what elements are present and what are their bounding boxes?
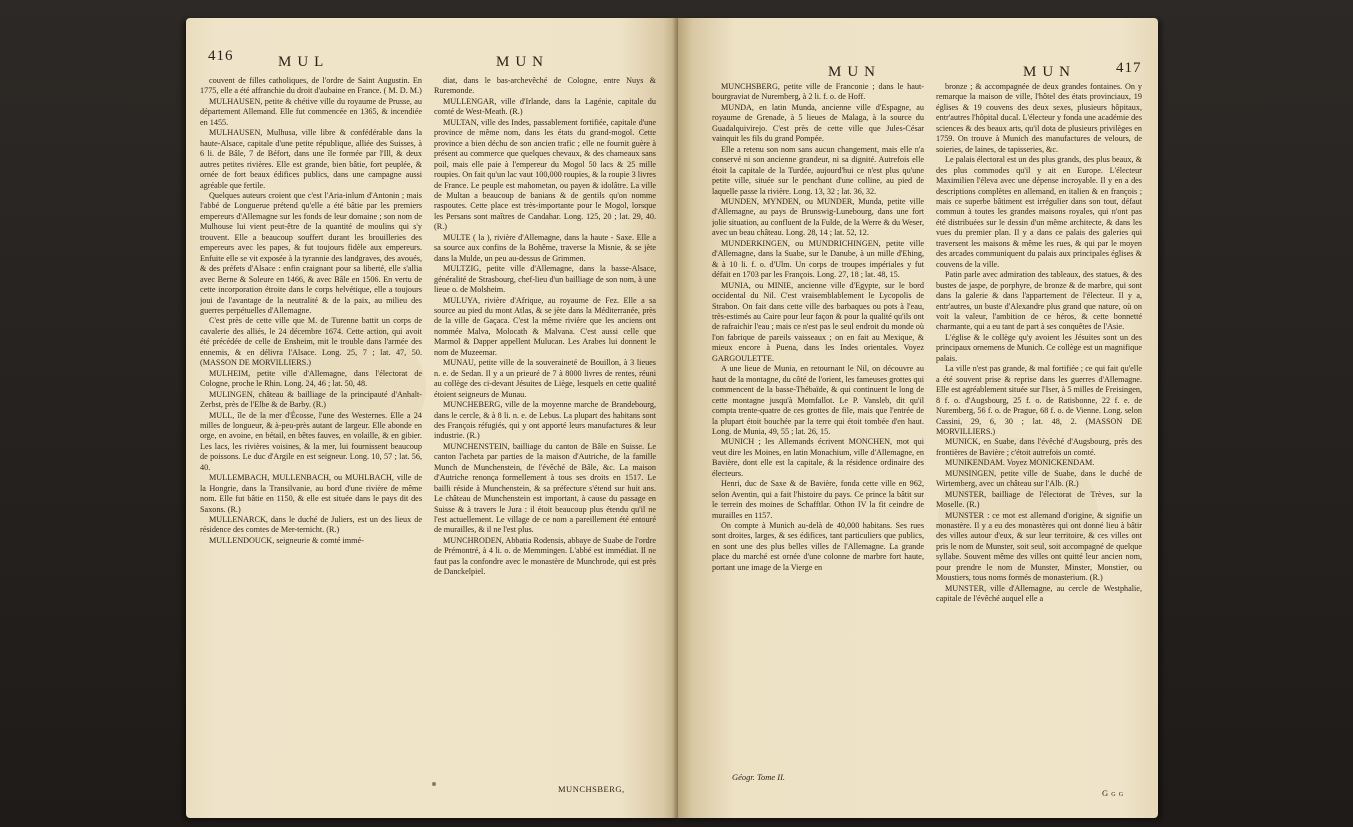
page-dot [432, 782, 436, 786]
paragraph: Le palais électoral est un des plus grands, des plus beaux, & des plus commodes qu'il y ait en Europe. L'électeur Maximilien l'éleva avec une dépense incroyable. Il y en a des descriptions complètes en allemand, en italien & en françois ; mais ce superbe bâtiment est irrégulier dans son tout, défaut commun à toutes les grandes maisons royales, qui n'ont pas été distribuées sur le dessin d'un même architecte, & dans les vues du premier plan. Il y a dans ce palais des galeries qui traversent les maisons & même les rues, & qui par le moyen des arcades communiquent du palais aux principales églises & couvens de la ville. [936, 155, 1142, 269]
running-header-right: MUN [1023, 64, 1077, 80]
paragraph: La ville n'est pas grande, & mal fortifiée ; ce qui fait qu'elle a été souvent prise & reprise dans les guerres d'Allemagne. Elle est agréablement située sur l'Iser, à 5 milles de Freisingen, 8 f. o. d'Augsbourg, 25 f. o. de Ratisbonne, 22 f. e. de Nuremberg, 56 f. o. de Prague, 68 f. o. de Vienne. Long. selon Cassini, 29, 6, 30 ; lat. 48, 2. (MASSON DE MORVILLIERS.) [936, 364, 1142, 436]
paragraph: MUNIA, ou MINIE, ancienne ville d'Egypte, sur le bord occidental du Nil. C'est vraisemblablement le Lycopolis de Strabon. On fait dans cette ville des barbaques ou pots à l'eau, très-estimés au Caire pour leur façon & pour la qualité qu'ils ont de rafraichir l'eau ; mais ce n'est pas le seul endroit du monde où l'on fabrique de pareils vaisseaux ; on en fait au Mexique, & mieux encore à Puena, dans les Indes orientales. Voyez GARGOULETTE. [712, 280, 924, 363]
paragraph: MULHAUSEN, Mulhusa, ville libre & confédérable dans la haute-Alsace, capitale d'une petite république, alliée des Suisses, à 6 li. de Bâle, 7 de Béfort, dans une île formée par l'Ill, & deux autres petites rivières. Elle est grande, bien bâtie, fort peuplée, & ornée de fort beaux édifices publics, dans une campagne aussi agréable que fertile. [200, 128, 422, 190]
paragraph: MUNSTER : ce mot est allemand d'origine, & signifie un monastère. Il y a eu des monastères qui ont donné lieu à bâtir des villes autour d'eux, & sur leur territoire, & ces villes ont pris le nom de Munster, soit seul, soit accompagné de quelque syllabe. Souvent même des villes ont quitté leur ancien nom, pour prendre le nom de Munster, Minster, Monstier, ou Moustiers, tous noms formés de monasterium. (R.) [936, 510, 1142, 583]
paragraph: Quelques auteurs croient que c'est l'Aria-inlum d'Antonin ; mais l'abbé de Longuerue prétend qu'elle a été bâtie par les premiers empereurs d'Allemagne sur les fonds de leur domaine ; son nom de Mulhouse lui vient peut-être de la quantité de moulins qui s'y trouvent. Elle a beaucoup souffert durant les brouilleries des empereurs avec les papes, & fut toujours fidèle aux empereurs. Enfuite elle se vit exposée à la tyrannie des landgraves, des avoués, & des préfets d'Alsace : enfin craignant pour sa liberté, elle s'allia avec Berne & Soleure en 1466, & avec Bâle en 1506. En vertu de cette incorporation étroite dans le corps helvétique, elle a toujours joui de l'avantage de la neutralité & de la paix, au milieu des guerres perpétuelles d'Allemagne. [200, 190, 422, 315]
signature-mark: G g g [1102, 788, 1124, 798]
paragraph: On compte à Munich au-delà de 40,000 habitans. Ses rues sont droites, larges, & ses édifices, tant particuliers que publics, en sont une des plus belles villes de l'Allemagne. La grande place du marché est ornée d'une colonne de marbre fort haute, portant une image de la Vierge en [712, 521, 924, 572]
paragraph: MULTE ( la ), rivière d'Allemagne, dans la haute - Saxe. Elle a sa source aux confins de la Bohême, traverse la Misnie, & se jète dans la Mulde, un peu au-dessus de Grimmen. [434, 232, 656, 263]
paragraph: bronze ; & accompagnée de deux grandes fontaines. On y remarque la maison de ville, l'hôtel des états provinciaux, 19 églises & 19 couvens des deux sexes, plusieurs hôpitaux, entr'autres l'hôpital ducal. L'électeur y fonda une académie des sciences & des beaux arts, qu'il dota de plusieurs privilèges en 1759. On trouve à Munich des manufactures de velours, de soieries, de laines, de tapisseries, &c. [936, 82, 1142, 154]
running-header-left: MUN [828, 64, 882, 80]
catchword: MUNCHSBERG, [558, 784, 625, 794]
paragraph: MULLENGAR, ville d'Irlande, dans la Lagénie, capitale du comté de West-Meath. (R.) [434, 96, 656, 117]
paragraph: MUNDEN, MYNDEN, ou MUNDER, Munda, petite ville d'Allemagne, au pays de Brunswig-Lunebourg, dans une fort jolie situation, au confluent de la Fulde, de la Werre & du Weser, avec un beau château. Long. 28, 14 ; lat. 52, 12. [712, 196, 924, 238]
paragraph: A une lieue de Munia, en retournant le Nil, on découvre au haut de la montagne, du côté de l'orient, les fameuses grottes qui commencent de la basse-Thébaïde, & qui continuent le long de cette montagne jusqu'à Momfallot. Le P. Vansleb, dit qu'il compta trente-quatre de ces grottes de file, mais que l'entrée de la plupart étoit bouchée par la terre qui étoit tombée d'en haut. Long. de Munia, 49, 55 ; lat. 26, 15. [712, 364, 924, 436]
left-column-2 [434, 76, 656, 796]
paragraph: MUNICH ; les Allemands écrivent MONCHEN, mot qui veut dire les Moines, en latin Monachium, ville d'Allemagne, en Bavière, dont elle est la capitale, & la résidence ordinaire des électeurs. [712, 437, 924, 478]
paragraph: MULUYA, rivière d'Afrique, au royaume de Fez. Elle a sa source au pied du mont Atlas, & se jète dans la Méditerranée, près de la ville de Gaçaca. C'est la même rivière que les anciens ont nommée Malva, Molocath & Malvana. C'est aussi celle que Marmol & Dapper appellent Mulucan. Les Arabes lui donnent le nom de Muzeemar. [434, 295, 656, 357]
paragraph: MUNCHEBERG, ville de la moyenne marche de Brandebourg, dans le cercle, & à 8 li. n. e. de Lebus. La plupart des habitans sont des François réfugiés, qui y ont apporté leurs manufactures & leur industrie. (R.) [434, 400, 656, 441]
paragraph: MUNSTER, ville d'Allemagne, au cercle de Westphalie, capitale de l'évêché auquel elle a [936, 583, 1142, 604]
paragraph: C'est près de cette ville que M. de Turenne battit un corps de cavalerie des alliés, le 24 décembre 1674. Cette action, qui avoit été précédée de celle de Ensheim, mit le trouble dans l'armée des ennemis, & en délivra l'Alsace. Long. 25, 7 ; lat. 47, 50. (MASSON DE MORVILLIERS.) [200, 316, 422, 368]
paragraph: MUNCHRODEN, Abbatia Rodensis, abbaye de Suabe de l'ordre de Prémontré, à 4 li. o. de Memmingen. L'abbé est immédiat. Il ne faut pas la confondre avec le monastère de Munchrode, qui est près de Danckelpiel. [434, 535, 656, 577]
paragraph: couvent de filles catholiques, de l'ordre de Saint Augustin. En 1775, elle a été affranchie du droit d'aubaine en France. ( M. D. M.) [200, 76, 422, 96]
right-column-1 [712, 82, 924, 776]
paragraph: MULINGEN, château & bailliage de la principauté d'Anhalt-Zerbst, près de l'Elbe & de Barby. (R.) [200, 389, 422, 410]
paragraph: L'église & le collège qu'y avoient les Jésuites sont un des principaux ornemens de Munich. Ce collège est un magnifique palais. [936, 332, 1142, 363]
left-column-1 [200, 76, 422, 796]
page-number: 416 [208, 48, 234, 64]
paragraph: MUNDA, en latin Munda, ancienne ville d'Espagne, au royaume de Grenade, à 5 lieues de Malaga, à la source du Guadalquivirejo. C'est près de cette ville que Jules-César vainquit les fils du grand Pompée. [712, 102, 924, 144]
paragraph: MUNCHSBERG, petite ville de Franconie ; dans le haut-bourgraviat de Nuremberg, à 2 li. f. o. de Hoff. [712, 82, 924, 102]
paragraph: MUNDERKINGEN, ou MUNDRICHINGEN, petite ville d'Allemagne, dans la Suabe, sur le Danube, à un mille d'Ehing, & à 10 li. f. o. d'Ulm. Un corps de troupes impériales y fut défait en 1703 par les François. Long. 27, 18 ; lat. 48, 15. [712, 238, 924, 280]
paragraph: MUNICK, en Suabe, dans l'évêché d'Augsbourg, près des frontières de Bavière ; c'étoit autrefois un comté. [936, 437, 1142, 457]
paragraph: MULHEIM, petite ville d'Allemagne, dans l'électorat de Cologne, proche le Rhin. Long. 24, 46 ; lat. 50, 48. [200, 368, 422, 389]
running-header-right: MUN [496, 54, 550, 70]
paragraph: diat, dans le bas-archevêché de Cologne, entre Nuys & Ruremonde. [434, 76, 656, 96]
page-number: 417 [1116, 60, 1142, 76]
paragraph: MUNSINGEN, petite ville de Suabe, dans le duché de Wirtemberg, avec un château sur l'Alb. (R.) [936, 468, 1142, 489]
paragraph: Henri, duc de Saxe & de Bavière, fonda cette ville en 962, selon Aventin, qui a fait l'histoire du pays. Ce prince la bâtit sur le terrein des moines de Schafftlar. Othon IV la fit ceindre de murailles en 1157. [712, 479, 924, 520]
paragraph: MULHAUSEN, petite & chétive ville du royaume de Prusse, au département Allemand. Elle fut commencée en 1365, & incendiée en 1455. [200, 96, 422, 127]
right-column-2 [936, 82, 1142, 782]
paragraph: MULLENARCK, dans le duché de Juliers, est un des lieux de résidence des comtes de Mer-ternicht. (R.) [200, 515, 422, 535]
paragraph: MUNSTER, bailliage de l'électorat de Trèves, sur la Moselle. (R.) [936, 489, 1142, 510]
paragraph: MULLEMBACH, MULLENBACH, ou MUHLBACH, ville de la Hongrie, dans la Transilvanie, au bord d'une rivière de même nom. Elle fut bâtie en 1150, & elle est située dans le pays dit des Saxons. (R.) [200, 473, 422, 514]
paragraph: MULL, île de la mer d'Écosse, l'une des Westernes. Elle a 24 milles de longueur, & à-peu-près autant de largeur. Elle abonde en orge, en avoine, en bétail, en bêtes fauves, en volaille, & en gibier. Les lacs, les rivières voisines, & la mer, lui fournissent beaucoup de poissons. Le duc d'Argile en est seigneur. Long. 10, 57 ; lat. 56, 40. [200, 410, 422, 472]
signature-line: Géogr. Tome II. [732, 772, 786, 782]
paragraph: MULTAN, ville des Indes, passablement fortifiée, capitale d'une province de même nom, dans les états du grand-mogol. Cette province a bien déchu de son ancien trafic ; elle ne fournit guère à présent au commerce que quelques chevaux, & des chameaux sans poil, mais elle paie à l'empereur du Mogol 50 lacs & 25 mille roupies. On fait qu'un lac vaut 100,000 roupies, & la roupie 3 livres de France. Le peuple est mahometan, ou payen & idolâtre. La ville de Multan a beaucoup de banians & de gentils qu'on nomme raspoutes. Cette place est très-importante pour le Mogol, lorsque les Persans sont maîtres de Candahar. Long. 125, 20 ; lat. 29, 40. (R.) [434, 117, 656, 232]
left-page [186, 18, 678, 818]
paragraph: MUNIKENDAM. Voyez MONICKENDAM. [945, 458, 1095, 468]
paragraph: MULTZIG, petite ville d'Allemagne, dans la basse-Alsace, généralité de Strasbourg, chef-lieu d'un bailliage de son nom, à une lieue o. de Molsheim. [434, 264, 656, 295]
right-page [678, 18, 1158, 818]
paragraph: MULLENDOUCK, seigneurie & comté immé- [209, 535, 364, 545]
paragraph: Elle a retenu son nom sans aucun changement, mais elle n'a conservé ni son ancienne grandeur, ni sa dignité. Autrefois elle étoit la capitale de la Turdée, aujourd'hui ce n'est plus qu'une petite ville, située sur le penchant d'une colline, au pied de laquelle passe la rivière. Long. 13, 32 ; lat. 36, 32. [712, 144, 924, 196]
paragraph: MUNCHENSTEIN, bailliage du canton de Bâle en Suisse. Le canton l'acheta par parties de la maison d'Autriche, de la famille Munch de Munchenstein, de l'évêché de Bâle, &c. La maison d'Autriche renonça formellement à tous ses droits en 1517. Le bailli réside à Munchenstein, & sa préfecture s'étend sur huit ans. Le château de Munchenstein est important, à cause du passage en Suisse & à travers le Jura : il étoit beaucoup plus étendu qu'il ne l'est actuellement. Le village de ce nom a pareillement été entouré de murailles, & il ne l'est plus. [434, 441, 656, 535]
paragraph: MUNAU, petite ville de la souveraineté de Bouillon, à 3 lieues n. e. de Sedan. Il y a un prieuré de 7 à 8000 livres de rentes, réuni au collège des ci-devant Jésuites de Liège, lesquels en cette qualité étoient seigneurs de Munau. [434, 358, 656, 399]
running-header-left: MUL [278, 54, 330, 70]
paragraph: Patin parle avec admiration des tableaux, des statues, & des bustes de jaspe, de porphyre, de bronze & de marbre, qui sont dans la galerie & dans l'appartement de l'électeur. Il y a, entr'autres, un buste d'Alexandre plus grand que nature, où on voit la valeur, l'ambition de ce héros, & cette bonnetté charmante, qui a eu tant de part à ses conquêtes de l'Asie. [936, 270, 1142, 332]
